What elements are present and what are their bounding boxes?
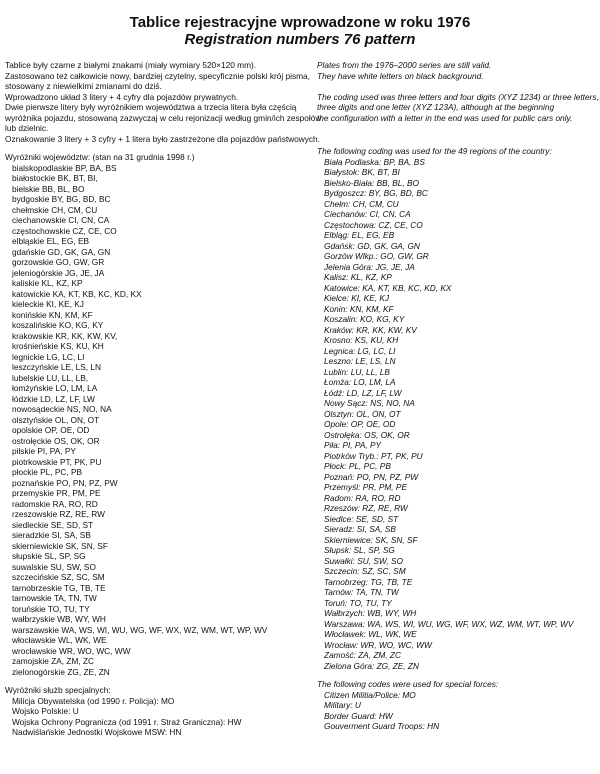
special-heading-en: The following codes were used for special forces: <box>317 679 499 689</box>
region-item: Częstochowa: CZ, CE, CO <box>324 219 423 230</box>
special-item: Wojsko Polskie: U <box>12 706 79 716</box>
region-item: Piła: PI, PA, PY <box>324 440 382 450</box>
region-item: przemyskie PR, PM, PE <box>12 488 101 498</box>
region-item: lubelskie LU, LL, LB, <box>12 372 89 383</box>
region-item: Bydgoszcz: BY, BG, BD, BC <box>324 188 428 198</box>
region-item: radomskie RA, RO, RD <box>12 498 98 509</box>
region-item: skierniewickie SK, SN, SF <box>12 540 108 551</box>
region-item: zamojskie ZA, ZM, ZC <box>12 656 95 666</box>
special-item: Wojska Ochrony Pogranicza (od 1991 r. Straż Graniczna): HW <box>12 716 242 727</box>
region-item: Włocławek: WL, WK, WE <box>324 629 417 639</box>
region-item: Zamość: ZA, ZM, ZC <box>324 650 401 660</box>
intro-line: Wprowadzono układ 3 litery + 4 cyfry dla pojazdów prywatnych. <box>5 91 239 102</box>
special-list-pl <box>5 696 310 738</box>
intro-line: They have white letters on black background. <box>317 70 484 81</box>
region-item: suwalskie SU, SW, SO <box>12 561 96 572</box>
region-item: Siedlce: SE, SD, ST <box>324 513 399 524</box>
region-item: Przemyśl: PR, PM, PE <box>324 482 407 492</box>
region-item: zielonogórskie ZG, ZE, ZN <box>12 666 110 677</box>
region-item: Konin: KN, KM, KF <box>324 303 394 314</box>
region-item: ciechanowskie CI, CN, CA <box>12 215 110 225</box>
special-item: Border Guard: HW <box>324 710 393 721</box>
intro-line: three digits and one letter (XYZ 123A), although at the beginning <box>317 102 555 112</box>
region-item: kieleckie KI, KE, KJ <box>12 299 84 309</box>
intro-paragraph-pl <box>5 60 322 144</box>
intro-line: The coding used was three letters and four digits (XYZ 1234) or three letters, <box>317 91 599 102</box>
region-item: rzeszowskie RZ, RE, RW <box>12 509 105 519</box>
region-item: Lublin: LU, LL, LB <box>324 366 390 377</box>
special-item: Military: U <box>324 700 361 710</box>
region-item: opolskie OP, OE, OD <box>12 425 90 435</box>
region-item: Bielsko-Biała: BB, BL, BO <box>324 177 419 188</box>
region-item: Szczecin: SZ, SC, SM <box>324 566 406 576</box>
special-list-en <box>317 690 597 732</box>
region-item: Gorzów Wlkp.: GO, GW, GR <box>324 251 429 261</box>
region-item: elbląskie EL, EG, EB <box>12 236 90 246</box>
region-item: pilskie PI, PA, PY <box>12 446 76 456</box>
intro-line: wyróżnika pojazdu, stosowaną zazwyczaj w celu rejonizacji według gmin/ich zespołów <box>5 112 322 123</box>
region-item: krakowskie KR, KK, KW, KV, <box>12 330 118 341</box>
region-item: Tarnów: TA, TN, TW <box>324 587 399 597</box>
region-item: Ostrołęka: OS, OK, OR <box>324 429 410 440</box>
region-item: włocławskie WL, WK, WE <box>12 635 107 645</box>
region-item: Chełm: CH, CM, CU <box>324 198 399 209</box>
intro-line: stosowany z niewielkimi zmianami do dziś. <box>5 81 162 91</box>
region-item: Łomża: LO, LM, LA <box>324 377 396 387</box>
region-item: Białystok: BK, BT, BI <box>324 167 400 177</box>
region-item: Radom: RA, RO, RD <box>324 492 401 503</box>
intro-line: Plates from the 1976–2000 series are still valid. <box>317 60 492 70</box>
polish-column <box>5 60 322 738</box>
region-item: Opole: OP, OE, OD <box>324 419 396 429</box>
page-subtitle: Registration numbers 76 pattern <box>184 31 416 48</box>
region-item: Warszawa: WA, WS, WI, WU, WG, WF, WX, WZ, WM, WT, WP, WV <box>324 618 574 629</box>
region-item: Biała Podlaska: BP, BA, BS <box>324 156 425 167</box>
special-item: Milicja Obywatelska (od 1990 r. Policja): MO <box>12 695 175 706</box>
region-item: Kalisz: KL, KZ, KP <box>324 272 392 282</box>
region-item: nowosądeckie NS, NO, NA <box>12 404 112 414</box>
region-item: jeleniogórskie JG, JE, JA <box>12 267 105 278</box>
region-item: krośnieńskie KS, KU, KH <box>12 341 104 351</box>
region-item: Łódź: LD, LZ, LF, LW <box>324 387 402 398</box>
region-item: chełmskie CH, CM, CU <box>12 204 98 215</box>
region-item: Rzeszów: RZ, RE, RW <box>324 503 408 513</box>
region-item: Elbląg: EL, EG, EB <box>324 230 395 240</box>
intro-line: the configuration with a letter in the end was used for public cars only. <box>317 112 573 123</box>
special-item: Nadwiślańskie Jednostki Wojskowe MSW: HN <box>12 727 182 737</box>
region-item: płockie PL, PC, PB <box>12 467 83 477</box>
region-item: gdańskie GD, GK, GA, GN <box>12 246 111 257</box>
region-item: leszczyńskie LE, LS, LN <box>12 362 101 372</box>
region-item: częstochowskie CZ, CE, CO <box>12 225 117 236</box>
region-item: Suwałki: SU, SW, SO <box>324 555 403 566</box>
region-item: warszawskie WA, WS, WI, WU, WG, WF, WX, WZ, WM, WT, WP, WV <box>12 624 268 635</box>
region-item: Tarnobrzeg: TG, TB, TE <box>324 576 413 587</box>
region-item: szczecińskie SZ, SC, SM <box>12 572 105 582</box>
region-item: wałbrzyskie WB, WY, WH <box>12 614 106 624</box>
intro-paragraph-en-1 <box>317 60 597 81</box>
region-item: tarnowskie TA, TN, TW <box>12 593 97 603</box>
region-item: Gdańsk: GD, GK, GA, GN <box>324 240 420 251</box>
intro-line: Oznakowanie 3 litery + 3 cyfry + 1 litera było zastrzeżone dla pojazdów państwowych. <box>5 133 320 144</box>
page-title: Tablice rejestracyjne wprowadzone w roku 1976 <box>129 14 471 31</box>
region-item: kaliskie KL, KZ, KP <box>12 278 83 288</box>
special-item: Citizen Militia/Police: MO <box>324 689 416 700</box>
region-item: legnickie LG, LC, LI <box>12 351 85 362</box>
english-column <box>317 60 597 732</box>
region-item: Leszno: LE, LS, LN <box>324 356 396 366</box>
region-item: Jelenia Góra: JG, JE, JA <box>324 261 415 272</box>
region-item: bielskie BB, BL, BO <box>12 183 85 194</box>
region-item: Słupsk: SL, SP, SG <box>324 545 395 555</box>
intro-line: Zastosowano też całkowicie nowy, bardziej czytelny, specyficznie polski krój pisma, <box>5 70 310 81</box>
special-heading-pl: Wyróżniki służb specjalnych: <box>5 685 111 695</box>
regions-list-en <box>317 157 597 672</box>
region-item: białostockie BK, BT, BI, <box>12 173 98 183</box>
regions-heading-en: The following coding was used for the 49 regions of the country: <box>317 146 552 156</box>
region-item: słupskie SL, SP, SG <box>12 551 86 561</box>
region-item: koszalińskie KO, KG, KY <box>12 320 104 330</box>
intro-line: Tablice były czarne z białymi znakami (miały wymiary 520×120 mm). <box>5 60 257 70</box>
region-item: Kraków: KR, KK, KW, KV <box>324 324 417 335</box>
region-item: Legnica: LG, LC, LI <box>324 345 396 356</box>
region-item: Olsztyn: OL, ON, OT <box>324 408 401 419</box>
region-item: Piotrków Tryb.: PT, PK, PU <box>324 450 423 461</box>
region-item: Skierniewice: SK, SN, SF <box>324 534 418 545</box>
special-item: Gouverment Guard Troops: HN <box>324 721 440 731</box>
intro-line: Dwie pierwsze litery były wyróżnikiem województwa a trzecia litera była częścią <box>5 102 297 112</box>
region-item: toruńskie TO, TU, TY <box>12 603 90 614</box>
regions-list-pl <box>5 163 310 678</box>
intro-paragraph-en-2 <box>317 92 597 124</box>
region-item: Poznań: PO, PN, PZ, PW <box>324 471 419 482</box>
region-item: łomżyńskie LO, LM, LA <box>12 383 98 393</box>
region-item: katowickie KA, KT, KB, KC, KD, KX <box>12 288 142 299</box>
region-item: olsztyńskie OL, ON, OT <box>12 414 100 425</box>
region-item: bydgoskie BY, BG, BD, BC <box>12 194 111 204</box>
region-item: Katowice: KA, KT, KB, KC, KD, KX <box>324 282 452 293</box>
region-item: Toruń: TO, TU, TY <box>324 597 392 608</box>
region-item: Kielce: KI, KE, KJ <box>324 293 390 303</box>
region-item: poznańskie PO, PN, PZ, PW <box>12 477 118 488</box>
region-item: Nowy Sącz: NS, NO, NA <box>324 398 415 408</box>
region-item: sieradzkie SI, SA, SB <box>12 530 91 540</box>
region-item: tarnobrzeskie TG, TB, TE <box>12 582 106 593</box>
region-item: Koszalin: KO, KG, KY <box>324 314 405 324</box>
region-item: bialskopodlaskie BP, BA, BS <box>12 162 117 173</box>
region-item: Wrocław: WR, WO, WC, WW <box>324 639 432 650</box>
regions-heading-pl: Wyróżniki województw: (stan na 31 grudnia 1998 r.) <box>5 152 195 162</box>
region-item: siedleckie SE, SD, ST <box>12 519 94 530</box>
intro-line: lub dzielnic. <box>5 123 49 133</box>
region-item: Wałbrzych: WB, WY, WH <box>324 608 417 618</box>
region-item: ostrołęckie OS, OK, OR <box>12 435 100 446</box>
region-item: Sieradz: SI, SA, SB <box>324 524 396 534</box>
region-item: Krosno: KS, KU, KH <box>324 335 399 345</box>
region-item: gorzowskie GO, GW, GR <box>12 257 105 267</box>
region-item: Ciechanów: CI, CN, CA <box>324 209 411 219</box>
region-item: Płock: PL, PC, PB <box>324 461 391 471</box>
region-item: łódzkie LD, LZ, LF, LW <box>12 393 95 404</box>
region-item: konińskie KN, KM, KF <box>12 309 93 320</box>
region-item: piotrkowskie PT, PK, PU <box>12 456 102 467</box>
region-item: Zielona Góra: ZG, ZE, ZN <box>324 660 419 671</box>
region-item: wrocławskie WR, WO, WC, WW <box>12 645 131 656</box>
